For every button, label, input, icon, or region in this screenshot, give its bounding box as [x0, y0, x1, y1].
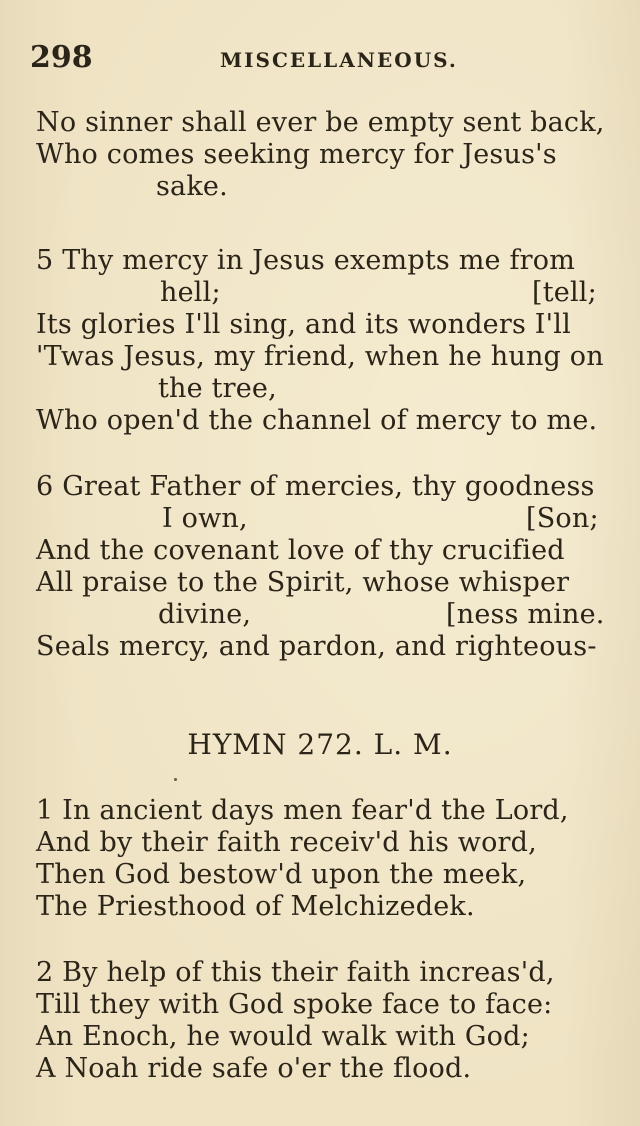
verse-line: Seals mercy, and pardon, and righteous- — [36, 631, 597, 662]
verse-5-line-1 — [36, 246, 575, 276]
verse-line: Who comes seeking mercy for Jesus's — [36, 139, 557, 170]
verse-line: 1 In ancient days men fear'd the Lord, — [36, 795, 569, 826]
verse-line: No sinner shall ever be empty sent back, — [36, 107, 605, 138]
hymn-title: HYMN 272. L. M. — [187, 728, 453, 761]
verse-line: 2 By help of this their faith increas'd, — [36, 957, 555, 988]
verse-line-carryover: [tell; — [532, 277, 597, 308]
verse-line: divine, — [158, 599, 252, 630]
verse-line: Its glories I'll sing, and its wonders I'll — [36, 309, 571, 340]
page-number: 298 — [30, 40, 93, 75]
verse-line: And the covenant love of thy crucified — [36, 535, 565, 566]
verse-line: I own, — [162, 503, 248, 534]
verse-line-carryover: [Son; — [526, 503, 599, 534]
verse-line: The Priesthood of Melchizedek. — [36, 891, 475, 922]
verse-number: 5 — [36, 245, 54, 276]
verse-line: And by their faith receiv'd his word, — [36, 827, 537, 858]
verse-line: Then God bestow'd upon the meek, — [36, 859, 527, 890]
verse-text: Great Father of mercies, thy goodness — [62, 471, 595, 502]
verse-line-carryover: [ness mine. — [446, 599, 605, 630]
verse-6-line-1 — [36, 472, 595, 502]
verse-number: 6 — [36, 471, 54, 502]
verse-line: All praise to the Spirit, whose whisper — [36, 567, 570, 598]
running-head: MISCELLANEOUS. — [220, 48, 458, 72]
ink-speck — [174, 778, 177, 781]
verse-line: hell; — [160, 277, 221, 308]
verse-line: Till they with God spoke face to face: — [36, 989, 553, 1020]
verse-line: An Enoch, he would walk with God; — [36, 1021, 530, 1052]
verse-line: 'Twas Jesus, my friend, when he hung on — [36, 341, 604, 372]
verse-line: the tree, — [158, 373, 277, 404]
verse-line: sake. — [156, 171, 228, 202]
verse-line: A Noah ride safe o'er the flood. — [36, 1053, 472, 1084]
page-header — [30, 40, 610, 76]
verse-text: Thy mercy in Jesus exempts me from — [62, 245, 576, 276]
verse-line: Who open'd the channel of mercy to me. — [36, 405, 598, 436]
